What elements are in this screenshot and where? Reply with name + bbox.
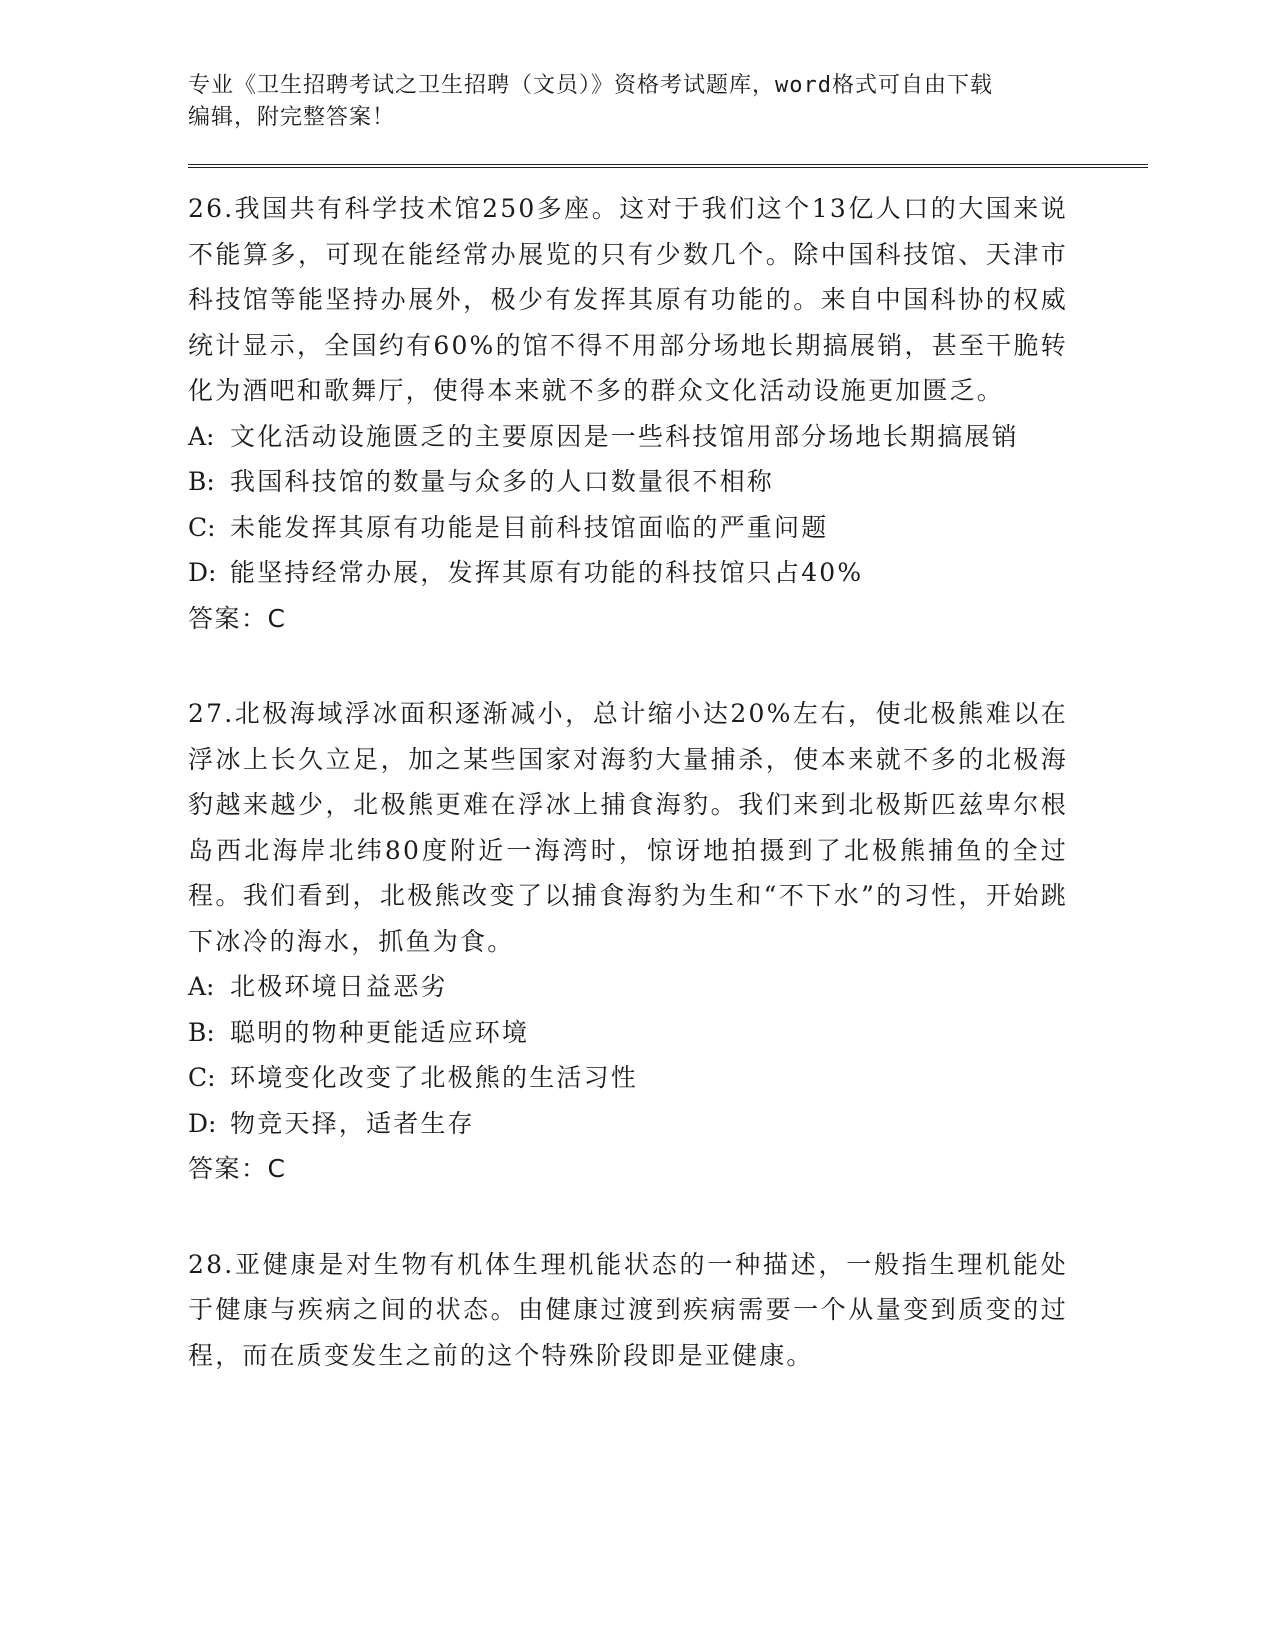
option-b (188, 1010, 1148, 1056)
option-c (188, 505, 1148, 551)
header-line-2: 编辑，附完整答案！ (188, 105, 396, 130)
option-text: 未能发挥其原有功能是目前科技馆面临的严重问题 (230, 512, 829, 542)
option-c (188, 1055, 1148, 1101)
option-a (188, 964, 1148, 1010)
option-text: 我国科技馆的数量与众多的人口数量很不相称 (230, 467, 775, 496)
option-text: 文化活动设施匮乏的主要原因是一些科技馆用部分场地长期搞展销 (230, 421, 1019, 451)
answer-line: 答案：C (188, 1154, 287, 1183)
option-text: 北极环境日益恶劣 (230, 972, 448, 1001)
option-key: C: (188, 512, 216, 542)
question-stem: 26.我国共有科学技术馆250多座。这对于我们这个13亿人口的大国来说不能算多，可现在能经常办展览的只有少数几个。除中国科技馆、天津市科技馆等能坚持办展外，极少有发挥其原有功能的。来自中国科协的权威统计显示，全国约有60%的馆不得不用部分场地长期搞展销，甚至干脆转化为酒吧和歌舞厅，使得本来就不多的群众文化活动设施更加匮乏。 (188, 194, 1068, 405)
question-stem: 27.北极海域浮冰面积逐渐减小，总计缩小达20%左右，使北极熊难以在浮冰上长久立足，加之某些国家对海豹大量捕杀，使本来就不多的北极海豹越来越少，北极熊更难在浮冰上捕食海豹。我们来到北极斯匹兹卑尔根岛西北海岸北纬80度附近一海湾时，惊讶地拍摄到了北极熊捕鱼的全过程。我们看到，北极熊改变了以捕食海豹为生和“不下水”的习性，开始跳下冰冷的海水，抓鱼为食。 (188, 699, 1068, 956)
option-key: A: (188, 972, 215, 1001)
option-a (188, 414, 1148, 460)
header-line-1: 专业《卫生招聘考试之卫生招聘（文员）》资格考试题库，word格式可自由下载 (188, 73, 993, 98)
question-26 (188, 186, 1148, 641)
document-page (188, 70, 1148, 1378)
option-b (188, 459, 1148, 505)
option-key: B: (188, 467, 215, 496)
option-text: 能坚持经常办展，发挥其原有功能的科技馆只占40% (230, 558, 864, 587)
option-text: 环境变化改变了北极熊的生活习性 (230, 1063, 639, 1092)
header-double-rule (188, 164, 1148, 168)
option-d (188, 1101, 1148, 1147)
option-key: B: (188, 1017, 215, 1047)
answer-line: 答案：C (188, 603, 287, 633)
question-27 (188, 691, 1148, 1192)
question-28 (188, 1242, 1148, 1379)
option-key: C: (188, 1063, 216, 1092)
option-key: D: (188, 558, 217, 587)
option-d (188, 550, 1148, 596)
option-key: D: (188, 1108, 217, 1138)
question-stem: 28.亚健康是对生物有机体生理机能状态的一种描述，一般指生理机能处于健康与疾病之间的状态。由健康过渡到疾病需要一个从量变到质变的过程，而在质变发生之前的这个特殊阶段即是亚健康。 (188, 1249, 1068, 1370)
option-key: A: (188, 421, 215, 451)
option-text: 物竞天择，适者生存 (230, 1108, 475, 1138)
document-header (188, 70, 1058, 134)
option-text: 聪明的物种更能适应环境 (230, 1017, 530, 1047)
